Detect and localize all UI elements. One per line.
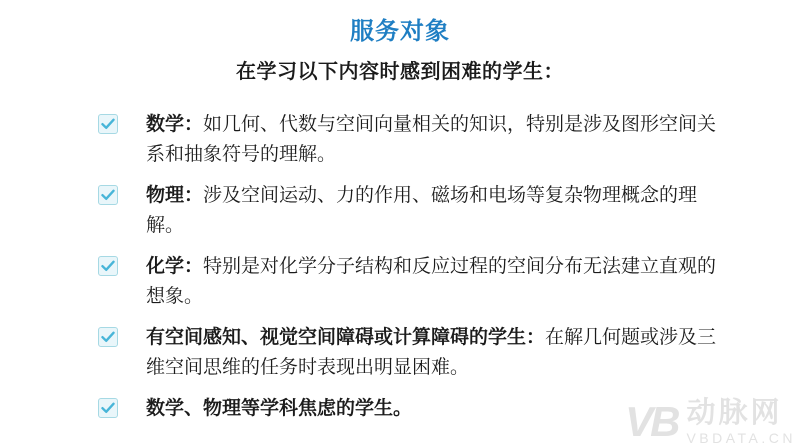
vbdata-logo-icon: VB bbox=[625, 398, 678, 445]
list-item-description: 涉及空间运动、力的作用、磁场和电场等复杂物理概念的理解。 bbox=[146, 185, 698, 236]
list-item-label: 物理： bbox=[146, 185, 204, 206]
list-item-text bbox=[146, 181, 718, 241]
list-item-label: 有空间感知、视觉空间障碍或计算障碍的学生： bbox=[146, 327, 546, 348]
list-item-label: 数学、物理等学科焦虑的学生。 bbox=[146, 398, 413, 419]
list-item bbox=[98, 181, 718, 241]
watermark-brand: 动脉网 bbox=[686, 397, 783, 429]
list-item bbox=[98, 323, 718, 383]
checked-checkbox-icon[interactable] bbox=[98, 398, 118, 418]
list-item-text bbox=[146, 110, 718, 170]
page-subtitle: 在学习以下内容时感到困难的学生： bbox=[236, 61, 564, 83]
list-item bbox=[98, 252, 718, 312]
list-item-label: 数学： bbox=[146, 114, 204, 135]
watermark-domain: VBDATA.CN bbox=[686, 430, 796, 446]
list-item bbox=[98, 110, 718, 170]
list-item-description: 特别是对化学分子结构和反应过程的空间分布无法建立直观的想象。 bbox=[146, 256, 717, 307]
list-item-label: 化学： bbox=[146, 256, 204, 277]
checked-checkbox-icon[interactable] bbox=[98, 114, 118, 134]
list-item-text bbox=[146, 323, 718, 383]
vbdata-watermark bbox=[625, 399, 796, 445]
list-item-description: 在解几何题或涉及三维空间思维的任务时表现出明显困难。 bbox=[146, 327, 717, 378]
page-title: 服务对象 bbox=[350, 18, 450, 45]
service-target-list bbox=[98, 110, 718, 435]
watermark-text bbox=[686, 399, 796, 445]
checked-checkbox-icon[interactable] bbox=[98, 327, 118, 347]
checked-checkbox-icon[interactable] bbox=[98, 185, 118, 205]
list-item-text bbox=[146, 252, 718, 312]
list-item-description: 如几何、代数与空间向量相关的知识，特别是涉及图形空间关系和抽象符号的理解。 bbox=[146, 114, 717, 165]
checked-checkbox-icon[interactable] bbox=[98, 256, 118, 276]
